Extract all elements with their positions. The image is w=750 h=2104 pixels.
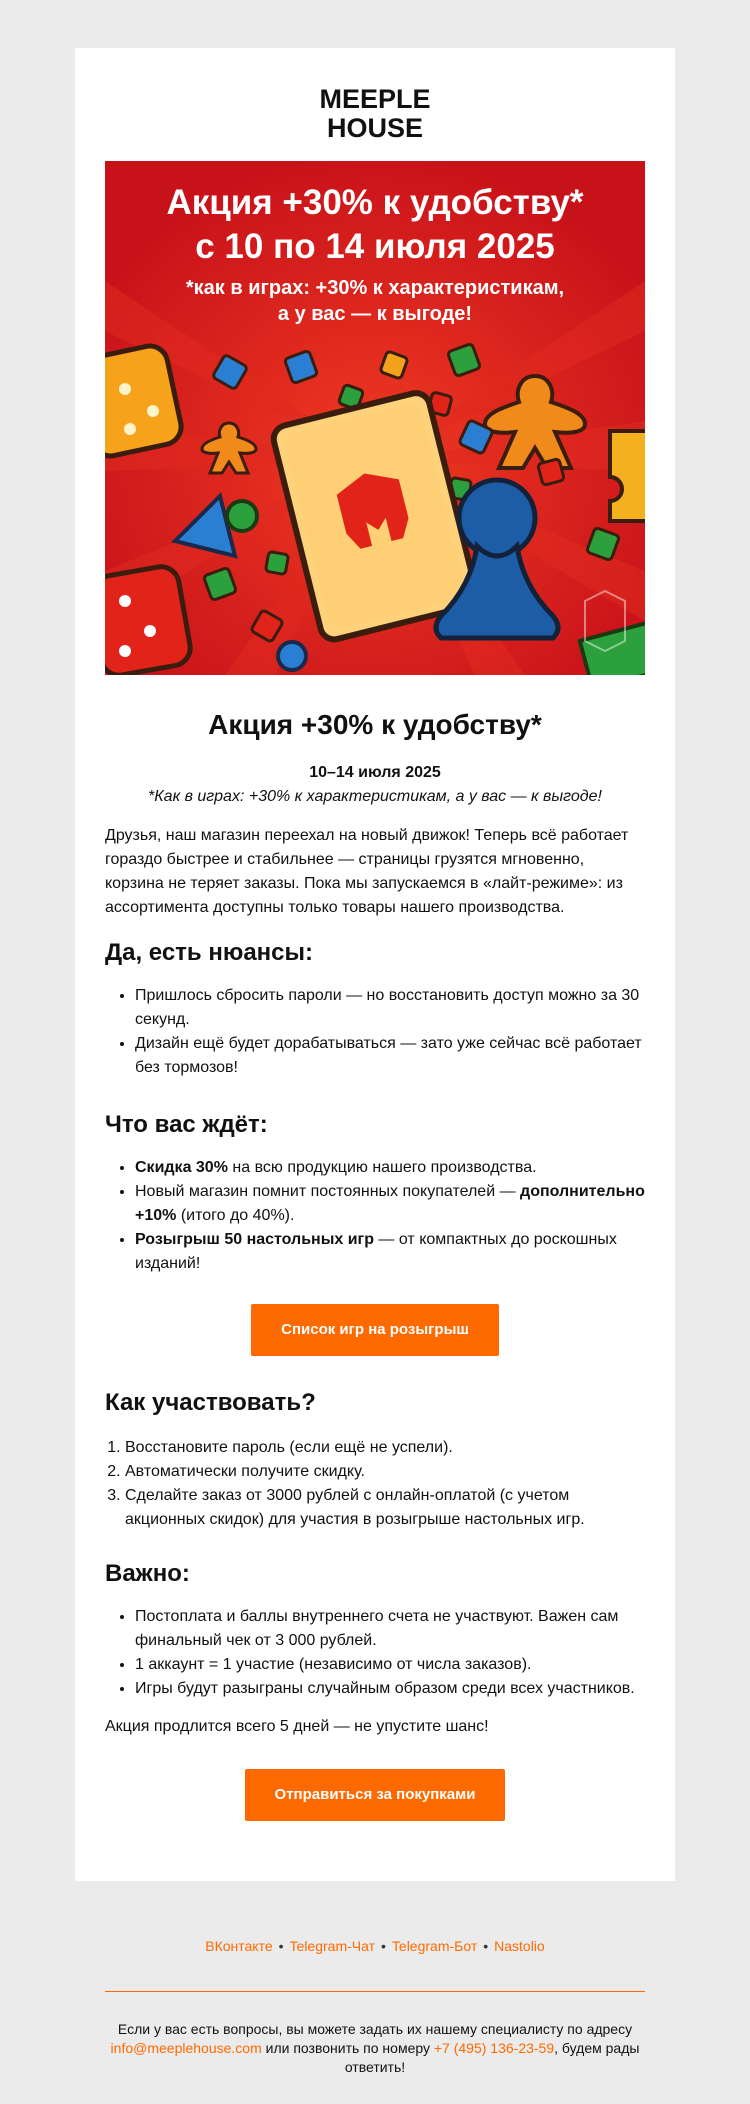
footer-separator: • xyxy=(381,1938,386,1954)
list-item xyxy=(135,1156,645,1180)
footer-separator: • xyxy=(278,1938,284,1954)
footer-link-telegram-chat[interactable]: Telegram-Чат xyxy=(289,1938,375,1954)
banner-title-line2: с 10 по 14 июля 2025 xyxy=(195,227,555,266)
footer-phone-link[interactable]: +7 (495) 136-23-59 xyxy=(433,2040,555,2056)
promo-tagline: *Как в играх: +30% к характеристикам, а у вас — к выгоде! xyxy=(148,788,602,805)
footer-separator: • xyxy=(483,1938,489,1954)
closing-text: Акция продлится всего 5 дней — не упустите шанс! xyxy=(105,1718,489,1735)
intro-paragraph: Друзья, наш магазин переехал на новый движок! Теперь всё работает гораздо быстрее и стабильнее — страницы грузятся мгновенно, корзина не теряет заказы. Пока мы запускаемся в «лайт-режиме»: из ассортимента доступны только товары нашего производства. xyxy=(105,827,629,916)
list-item: • Постоплата и баллы внутреннего счета не участвуют. Важен сам финальный чек от 3 000 рублей. xyxy=(135,1605,645,1653)
footer-link-vk[interactable]: ВКонтакте xyxy=(205,1938,273,1954)
await-heading: Что вас ждёт: xyxy=(105,1111,268,1138)
list-item-text: — от компактных до роскошных изданий! xyxy=(135,1231,617,1272)
giveaway-text: Розыгрыш 50 настольных игр xyxy=(135,1231,374,1248)
footer-email-link[interactable]: info@meeplehouse.com xyxy=(110,2040,262,2056)
red-die-icon xyxy=(105,564,193,675)
await-list xyxy=(105,1156,645,1276)
list-item xyxy=(135,1228,645,1276)
list-item-text: (итого до 40%). xyxy=(176,1207,295,1224)
participate-list xyxy=(105,1436,645,1532)
shop-button[interactable]: Отправиться за покупками xyxy=(245,1769,505,1821)
logo-line1: MEEPLE xyxy=(319,84,431,114)
email-card xyxy=(75,48,675,1881)
footer-link-nastolio[interactable]: Nastolio xyxy=(494,1938,545,1954)
footer-links xyxy=(0,1937,750,1955)
participate-heading: Как участвовать? xyxy=(105,1389,316,1416)
footer-link-telegram-bot[interactable]: Telegram-Бот xyxy=(391,1938,478,1954)
list-item: 1. Восстановите пароль (если ещё не успели). xyxy=(125,1436,645,1460)
giveaway-list-button[interactable]: Список игр на розыгрыш xyxy=(251,1304,499,1356)
list-item: 2. Автоматически получите скидку. xyxy=(125,1460,645,1484)
list-item: 3. Сделайте заказ от 3000 рублей с онлайн-оплатой (с учетом акционных скидок) для участия в розыгрыше настольных игр. xyxy=(125,1484,645,1532)
list-item: • 1 аккаунт = 1 участие (независимо от числа заказов). xyxy=(135,1653,645,1677)
banner-sub-line2: а у вас — к выгоде! xyxy=(277,303,473,325)
list-item: • Пришлось сбросить пароли — но восстановить доступ можно за 30 секунд. xyxy=(135,984,645,1032)
footer-text-post: , будем рады ответить! xyxy=(344,2040,640,2075)
banner-title-line1: Акция +30% к удобству* xyxy=(166,183,584,222)
list-item-text: Новый магазин помнит постоянных покупателей — xyxy=(135,1183,521,1200)
logo-line2: HOUSE xyxy=(326,113,424,141)
banner-sub-line1: *как в играх: +30% к характеристикам, xyxy=(185,277,565,299)
promo-dates: 10–14 июля 2025 xyxy=(309,764,441,781)
page-title: Акция +30% к удобству* xyxy=(208,709,542,740)
important-list xyxy=(105,1605,645,1701)
promo-banner[interactable] xyxy=(105,161,645,675)
footer-text-pre: Если у вас есть вопросы, вы можете задать их нашему специалисту по адресу xyxy=(117,2021,633,2037)
list-item xyxy=(135,1180,645,1228)
brand-logo[interactable] xyxy=(319,81,431,141)
footer-text-mid: или позвонить по номеру xyxy=(261,2040,434,2056)
extra-discount-text: дополнительно +10% xyxy=(135,1183,645,1224)
list-item-text: на всю продукцию нашего производства. xyxy=(227,1159,537,1176)
important-heading: Важно: xyxy=(105,1560,190,1587)
nuances-list xyxy=(105,984,645,1080)
list-item: • Игры будут разыграны случайным образом среди всех участников. xyxy=(135,1677,645,1701)
list-item: • Дизайн ещё будет дорабатываться — зато уже сейчас всё работает без тормозов! xyxy=(135,1032,645,1080)
discount-text: Скидка 30% xyxy=(135,1159,228,1176)
footer-divider xyxy=(105,1991,645,1992)
nuances-heading: Да, есть нюансы: xyxy=(105,939,314,966)
footer-contact xyxy=(105,2020,645,2077)
